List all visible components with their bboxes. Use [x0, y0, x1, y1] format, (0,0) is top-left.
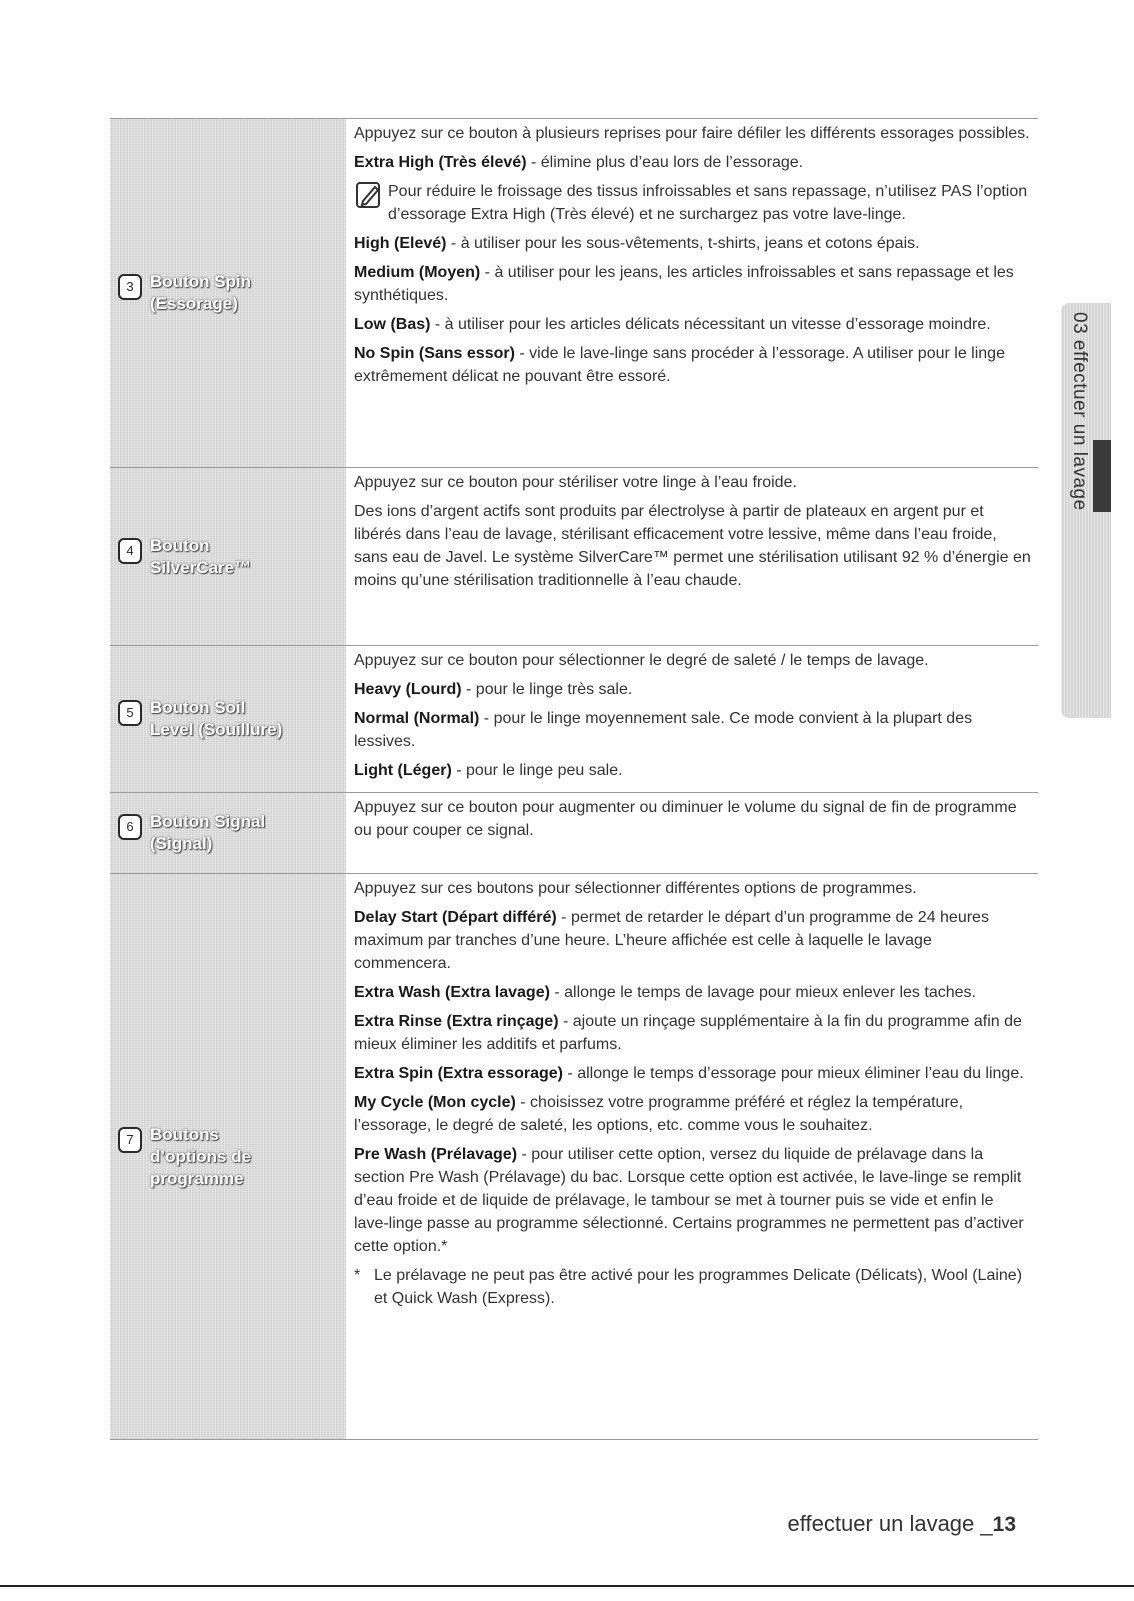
option-term: Extra Spin (Extra essorage) — [354, 1065, 563, 1082]
row-description — [346, 119, 1038, 467]
control-name: Boutons d’options de programme — [150, 1124, 252, 1188]
option-text: - ajoute un rinçage supplémentaire à la fin du programme afin de mieux éliminer les additifs et parfums. — [354, 1013, 1022, 1053]
row-label — [110, 271, 346, 315]
option-description — [354, 500, 1032, 592]
control-number-badge: 6 — [118, 814, 142, 840]
control-name: Bouton Signal (Signal) — [150, 812, 266, 853]
option-description — [354, 1091, 1032, 1137]
footnote — [354, 1264, 1032, 1310]
control-number-badge: 5 — [118, 700, 142, 726]
option-term: Medium (Moyen) — [354, 264, 481, 281]
control-name: Bouton Soil Level (Souillure) — [150, 698, 283, 739]
bottom-rule — [0, 1585, 1134, 1587]
option-term: My Cycle (Mon cycle) — [354, 1094, 516, 1111]
row-label — [110, 697, 346, 741]
option-term: Extra Rinse (Extra rinçage) — [354, 1013, 559, 1030]
control-number-badge: 3 — [118, 274, 142, 300]
option-term: Light (Léger) — [354, 762, 452, 779]
option-description — [354, 707, 1032, 753]
option-text: - pour le linge moyennement sale. Ce mode convient à la plupart des lessives. — [354, 710, 973, 750]
option-text: - vide le lave-linge sans procéder à l’essorage. A utiliser pour le linge extrêmement délicat ne pouvant être essoré. — [354, 345, 1005, 385]
row-label-cell — [110, 646, 346, 792]
note-text: Pour réduire le froissage des tissus infroissables et sans repassage, n’utilisez PAS l’option d’essorage Extra High (Très élevé) et ne surchargez pas votre lave-linge. — [388, 183, 1028, 223]
option-term: Normal (Normal) — [354, 710, 480, 727]
table-row — [110, 874, 1038, 1440]
option-text: - à utiliser pour les sous-vêtements, t-shirts, jeans et cotons épais. — [446, 235, 920, 252]
option-text: - à utiliser pour les articles délicats nécessitant un vitesse d’essorage moindre. — [430, 316, 991, 333]
option-text: - allonge le temps d’essorage pour mieux éliminer l’eau du linge. — [562, 1065, 1024, 1082]
option-term: Extra Wash (Extra lavage) — [354, 984, 550, 1001]
option-term: Heavy (Lourd) — [354, 681, 462, 698]
table-row — [110, 119, 1038, 468]
option-text: - pour le linge peu sale. — [451, 762, 623, 779]
intro-text: Appuyez sur ces boutons pour sélectionner différentes options de programmes. — [354, 880, 917, 897]
option-description — [354, 1062, 1032, 1085]
option-term: No Spin (Sans essor) — [354, 345, 515, 362]
option-description — [354, 261, 1032, 307]
option-description — [354, 232, 1032, 255]
control-name: Bouton Spin (Essorage) — [150, 272, 252, 313]
option-text: - pour utiliser cette option, versez du liquide de prélavage dans la section Pre Wash (Prélavage) du bac. Lorsque cette option est activée, le lave-linge se remplit d’eau froide et de liquide de prélavage, le tambour se met à tourner puis se vide et enfin le lave-linge passe au programme sélectionné. Certains programmes ne permettent pas d’activer cette option.* — [354, 1146, 1024, 1255]
option-text: - permet de retarder le départ d’un programme de 24 heures maximum par tranches d’une heure. L’heure affichée est celle à laquelle le lavage commencera. — [354, 909, 989, 972]
table-row — [110, 646, 1038, 793]
chapter-tab-marker — [1093, 440, 1111, 512]
option-text: Des ions d’argent actifs sont produits par électrolyse à partir de plateaux en argent pur et libérés dans l’eau de lavage, stérilisant efficacement votre lessive, même dans l’eau froide, sans eau de Javel. Le système SilverCare™ permet une stérilisation utilisant 92 % d’énergie en moins qu’une stérilisation traditionnelle à l’eau chaude. — [354, 503, 1031, 589]
option-text: - à utiliser pour les jeans, les articles infroissables et sans repassage et les synthétiques. — [354, 264, 1014, 304]
row-description — [346, 793, 1038, 873]
intro-text: Appuyez sur ce bouton pour sélectionner le degré de saleté / le temps de lavage. — [354, 652, 929, 669]
option-description — [354, 1143, 1032, 1258]
option-term: Extra High (Très élevé) — [354, 154, 527, 171]
option-term: Delay Start (Départ différé) — [354, 909, 557, 926]
footer-section-title: effectuer un lavage _ — [787, 1511, 993, 1536]
option-term: Low (Bas) — [354, 316, 431, 333]
note-pencil-icon — [354, 181, 388, 211]
option-text: - choisissez votre programme préféré et réglez la température, l’essorage, le degré de saleté, les options, etc. comme vous le souhaitez. — [354, 1094, 964, 1134]
option-description — [354, 759, 1032, 782]
intro-text: Appuyez sur ce bouton pour augmenter ou diminuer le volume du signal de fin de programme ou pour couper ce signal. — [354, 799, 1017, 839]
page-footer — [788, 1511, 1016, 1537]
option-text: - pour le linge très sale. — [461, 681, 633, 698]
table-row — [110, 468, 1038, 646]
option-description — [354, 1010, 1032, 1056]
option-description — [354, 342, 1032, 388]
intro-text: Appuyez sur ce bouton à plusieurs reprises pour faire défiler les différents essorages possibles. — [354, 125, 1030, 142]
option-term: Pre Wash (Prélavage) — [354, 1146, 518, 1163]
page-number: 13 — [992, 1513, 1016, 1536]
option-description — [354, 151, 1032, 174]
option-description — [354, 981, 1032, 1004]
option-description — [354, 906, 1032, 975]
table-row — [110, 793, 1038, 874]
intro-text: Appuyez sur ce bouton pour stériliser votre linge à l’eau froide. — [354, 474, 797, 491]
controls-table — [110, 118, 1038, 1440]
control-number-badge: 4 — [118, 538, 142, 564]
row-label — [110, 1124, 346, 1190]
row-description — [346, 646, 1038, 792]
row-description — [346, 874, 1038, 1439]
control-number-badge: 7 — [118, 1127, 142, 1153]
option-text: - allonge le temps de lavage pour mieux enlever les taches. — [549, 984, 976, 1001]
row-label-cell — [110, 874, 346, 1439]
option-term: High (Elevé) — [354, 235, 447, 252]
chapter-tab-label: 03 effectuer un lavage — [1069, 312, 1090, 511]
footnote-mark: * — [354, 1267, 361, 1284]
option-description — [354, 313, 1032, 336]
row-label — [110, 811, 346, 855]
footnote-text: Le prélavage ne peut pas être activé pour les programmes Delicate (Délicats), Wool (Laine) et Quick Wash (Express). — [374, 1267, 1023, 1307]
row-description — [346, 468, 1038, 645]
row-label-cell — [110, 119, 346, 467]
row-label-cell — [110, 793, 346, 873]
row-label — [110, 535, 346, 579]
option-description — [354, 678, 1032, 701]
control-name: Bouton SilverCare™ — [150, 535, 252, 577]
option-text: - élimine plus d’eau lors de l’essorage. — [526, 154, 804, 171]
note — [354, 180, 1032, 226]
row-label-cell — [110, 468, 346, 645]
